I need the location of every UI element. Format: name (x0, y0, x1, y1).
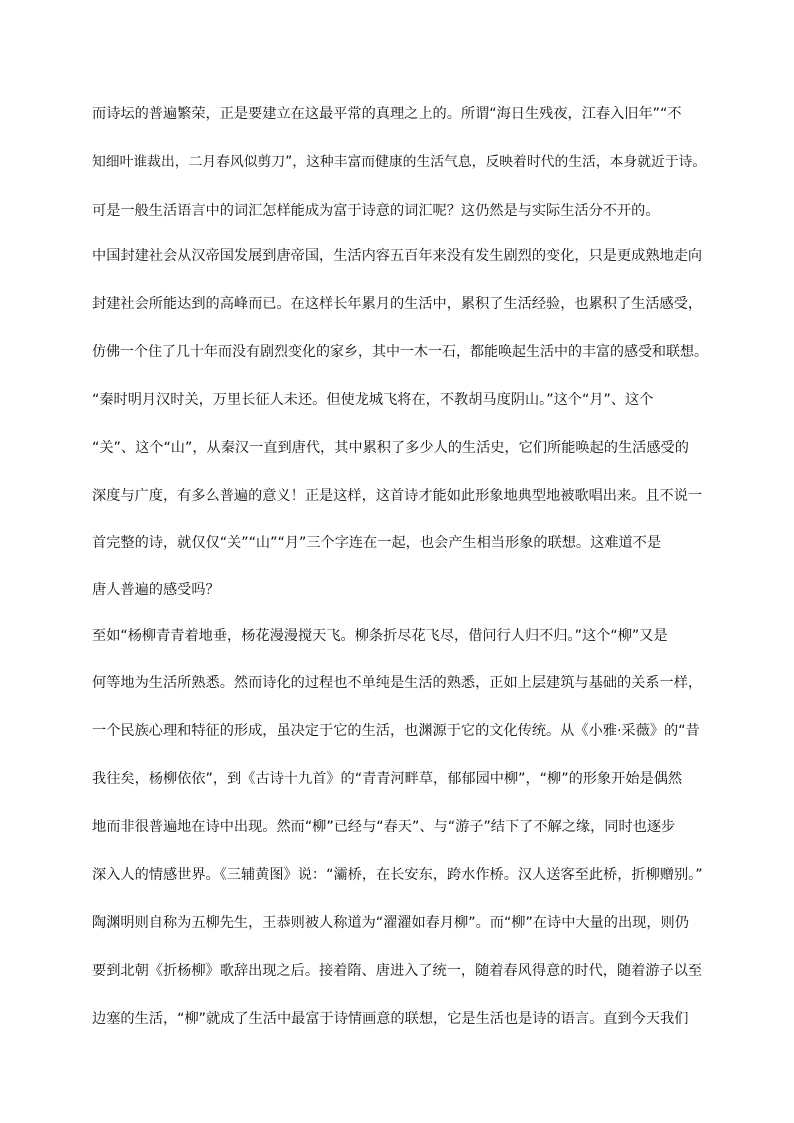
text-line: 唐人普遍的感受吗？ (92, 582, 220, 598)
text-line: 知细叶谁裁出，二月春风似剪刀”，这种丰富而健康的生活气息，反映着时代的生活，本身就近于诗。 (92, 154, 707, 170)
text-line: 仿佛一个住了几十年而没有剧烈变化的家乡，其中一木一石，都能唤起生活中的丰富的感受和联想。 (92, 344, 708, 360)
text-line: 深度与广度，有多么普遍的意义！正是这样，这首诗才能如此形象地典型地被歌唱出来。且不说一 (92, 488, 703, 504)
text-line: 地而非很普遍地在诗中出现。然而“柳”已经与“春天”、与“游子”结下了不解之缘，同时也逐步 (92, 819, 676, 835)
text-line: 首完整的诗，就仅仅“关”“山”“月”三个字连在一起，也会产生相当形象的联想。这难道不是 (92, 535, 662, 551)
text-line: 封建社会所能达到的高峰而已。在这样长年累月的生活中，累积了生活经验，也累积了生活感受， (92, 296, 703, 312)
text-line: 何等地为生活所熟悉。然而诗化的过程也不单纯是生活的熟悉，正如上层建筑与基础的关系一样， (92, 675, 703, 691)
text-line: “关”、这个“山”，从秦汉一直到唐代，其中累积了多少人的生活史，它们所能唤起的生活感受的 (92, 440, 689, 456)
text-line: 边塞的生活，“柳”就成了生活中最富于诗情画意的联想，它是生活也是诗的语言。直到今天我们 (92, 1011, 689, 1027)
text-line: 要到北朝《折杨柳》歌辞出现之后。接着隋、唐进入了统一，随着春风得意的时代，随着游子以至 (92, 963, 703, 979)
text-line: 我往矣，杨柳依依”，到《古诗十九首》的“青青河畔草，郁郁园中柳”，“柳”的形象开始是偶然 (92, 771, 683, 787)
text-line: 中国封建社会从汉帝国发展到唐帝国，生活内容五百年来没有发生剧烈的变化，只是更成熟地走向 (92, 248, 703, 264)
text-line: 一个民族心理和特征的形成，虽决定于它的生活，也渊源于它的文化传统。从《小雅·采薇》的“昔 (92, 723, 700, 739)
text-line: 陶渊明则自称为五柳先生，王恭则被人称道为“濯濯如春月柳”。而“柳”在诗中大量的出现，则仍 (92, 915, 689, 931)
text-line: 至如“杨柳青青着地垂，杨花漫漫搅天飞。柳条折尽花飞尽，借问行人归不归。”这个“柳”又是 (92, 628, 668, 644)
text-line: “秦时明月汉时关，万里长征人未还。但使龙城飞将在，不教胡马度阴山。”这个“月”、这个 (92, 392, 654, 408)
text-line: 可是一般生活语言中的词汇怎样能成为富于诗意的词汇呢？这仍然是与实际生活分不开的。 (92, 203, 660, 219)
text-line: 而诗坛的普遍繁荣，正是要建立在这最平常的真理之上的。所谓“海日生残夜，江春入旧年”“不 (92, 106, 682, 122)
text-line: 深入人的情感世界。《三辅黄图》说：“灞桥，在长安东，跨水作桥。汉人送客至此桥，折柳赠别。” (92, 867, 703, 883)
